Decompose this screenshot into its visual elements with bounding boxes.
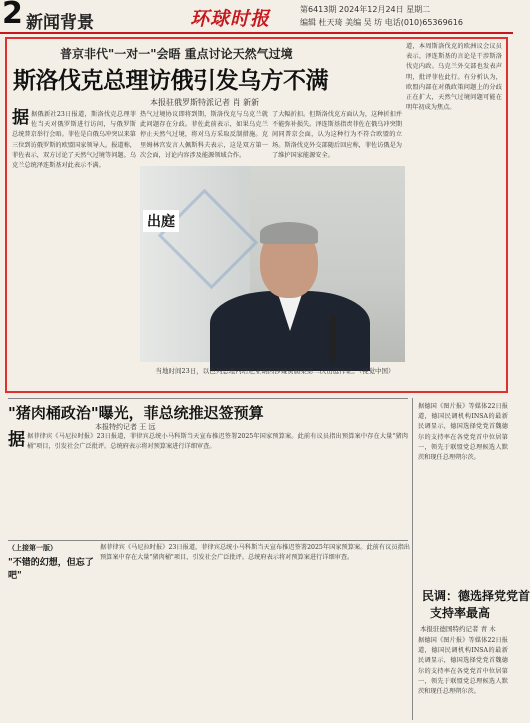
lead-column-3: 了大幅折扣。但斯洛伐克方面认为，这种折扣并不能弥补损失。泽连斯基指责菲佐在俄乌冲突期间同普京会面，认为这种行为不符合欧盟的立场。斯洛伐克外交部随后回应称，菲佐访俄是为了维护国家能源安全。 — [272, 111, 402, 159]
date-line: 第6413期 2024年12月24日 星期二 — [300, 5, 431, 14]
right-article-body: 据德国《图片报》等媒体22日报道，德国民调机构INSA的最新民调显示，德国选择党党首魏德尔的支持率在各党党首中位居第一，领先于联盟党总理候选人默茨和现任总理朔尔茨。 — [418, 403, 508, 462]
second-byline: 本报特约记者 王 远 — [95, 423, 156, 431]
continued-box — [8, 543, 96, 720]
box-kicker: （上接第一版） — [8, 543, 57, 552]
netanyahu-photo — [140, 166, 405, 362]
column-divider — [412, 398, 413, 720]
second-article-body: 据据菲律宾《马尼拉时报》23日报道，菲律宾总统小马科斯当天宣布推迟签署2025年国家预算案。此前有议员指出预算案中存在大量"猪肉桶"项目，引发社会广泛批评。总统府表示将对预算案进行详细审查。 — [8, 430, 408, 451]
right-headline-2: 支持率最高 — [430, 606, 491, 620]
right-headline-1: 民调：德选择党党首 — [422, 589, 530, 603]
lead-headline: 斯洛伐克总理访俄引发乌方不满 — [13, 68, 328, 94]
editor-line: 编辑 杜天琦 美编 吴 坊 电话(010)65369616 — [300, 18, 463, 27]
photo-tag: 出庭 — [143, 210, 179, 232]
box-title: "不错的幻想，但忘了吧" — [8, 558, 94, 581]
section-title: 新闻背景 — [26, 13, 94, 33]
masthead-logo: 环球时报 — [190, 8, 271, 30]
lead-column-1: 据据俄新社23日报道，斯洛伐克总理菲佐当天对俄罗斯进行访问，与俄罗斯总统普京举行会晤。菲佐是自俄乌冲突以来第三位到访俄罗斯的欧盟国家领导人。报道称，菲佐表示，双方讨论了天然气过境等问题。乌克兰总统泽连斯基对此表示不满。 — [12, 108, 136, 170]
lead-column-2: 热气过境协议即将到期，斯洛伐克与乌克兰就此问题存在分歧。菲佐此前表示，如果乌克兰停止天然气过境，将对乌方采取反制措施。克里姆林宫发言人佩斯科夫表示，这是双方第一次会面，讨论内容涉及能源领域合作。 — [140, 111, 268, 159]
continued-body: 据菲律宾《马尼拉时报》23日报道，菲律宾总统小马科斯当天宣布推迟签署2025年国家预算案。此前有议员指出预算案中存在大量"猪肉桶"项目，引发社会广泛批评。总统府表示将对预算案进行详细审查。 — [100, 544, 410, 562]
page-header — [0, 0, 513, 34]
lead-kicker: 普京非代"一对一"会晤 重点讨论天然气过境 — [60, 47, 293, 61]
second-headline: "猪肉桶政治"曝光，菲总统推迟签预算 — [8, 404, 264, 422]
divider — [8, 540, 408, 541]
right-byline: 本报驻德国特约记者 青 木 — [420, 625, 496, 633]
page-number: 2 — [2, 0, 23, 31]
divider — [8, 398, 408, 399]
photo-caption: 当地时间23日，以色列总理内塔尼亚胡因涉嫌贪腐案第二次出庭作证。（视觉中国） — [155, 367, 395, 375]
lead-byline: 本报驻俄罗斯特派记者 肖 新新 — [150, 98, 260, 107]
right-article-body-2: 据德国《图片报》等媒体22日报道，德国民调机构INSA的最新民调显示，德国选择党党首魏德尔的支持率在各党党首中位居第一，领先于联盟党总理候选人默茨和现任总理朔尔茨。 — [418, 637, 508, 696]
lead-column-4: 道，本周斯洛伐克的欧洲议会议员表示，泽连斯基的言论是干涉斯洛伐克内政。乌克兰外交部也发表声明，批评菲佐此行。有分析认为，欧盟内部在对俄政策问题上的分歧正在扩大，天然气过境问题可能在明年初成为焦点。 — [406, 43, 502, 112]
